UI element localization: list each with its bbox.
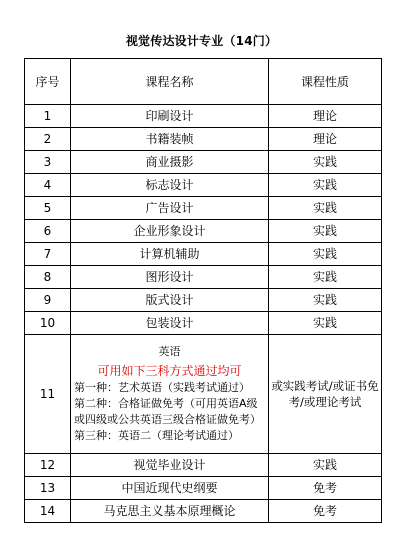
row-no: 14 [25,500,71,523]
table-row [25,197,382,220]
header-no: 序号 [25,59,71,105]
row-course-type: 实践 [269,174,382,197]
row-course-type: 免考 [269,500,382,523]
row-course-type: 理论 [269,105,382,128]
table-row [25,128,382,151]
row-course-type: 实践 [269,289,382,312]
header-course-type: 课程性质 [269,59,382,105]
row-course-type: 免考 [269,477,382,500]
row-course-name: 计算机辅助 [71,243,269,266]
table-row [25,243,382,266]
row-course-name: 标志设计 [71,174,269,197]
course-table [24,58,382,523]
row-no: 3 [25,151,71,174]
table-row [25,289,382,312]
row-course-type: 实践 [269,197,382,220]
table-row [25,220,382,243]
row-no: 13 [25,477,71,500]
row-course-type: 实践 [269,266,382,289]
row-course-name: 印刷设计 [71,105,269,128]
row-course-type: 理论 [269,128,382,151]
row-no: 12 [25,454,71,477]
english-course-cell [71,335,269,454]
table-row-english [25,335,382,454]
table-header-row [25,59,382,105]
table-row [25,174,382,197]
row-course-type: 实践 [269,312,382,335]
table-row [25,454,382,477]
row-course-name: 书籍装帧 [71,128,269,151]
row-course-name: 企业形象设计 [71,220,269,243]
row-no: 4 [25,174,71,197]
row-course-name: 视觉毕业设计 [71,454,269,477]
row-course-name: 中国近现代史纲要 [71,477,269,500]
row-no: 8 [25,266,71,289]
table-row [25,151,382,174]
row-no: 11 [25,335,71,454]
header-course-name: 课程名称 [71,59,269,105]
english-option-1: 第一种：艺术英语（实践考试通过） [74,381,250,394]
row-course-name: 图形设计 [71,266,269,289]
english-option-2: 第二种：合格证做免考（可用英语A级或四级或公共英语三级合格证做免考） [74,397,261,426]
row-course-name: 包装设计 [71,312,269,335]
row-no: 10 [25,312,71,335]
row-no: 5 [25,197,71,220]
row-course-type: 实践 [269,220,382,243]
row-course-type: 实践 [269,454,382,477]
row-course-type: 或实践考试/或证书免考/或理论考试 [269,335,382,454]
table-row [25,477,382,500]
table-row [25,500,382,523]
page-title: 视觉传达设计专业（14门） [125,34,278,48]
row-no: 7 [25,243,71,266]
english-option-3: 第三种：英语二（理论考试通过） [74,429,239,442]
row-course-name: 广告设计 [71,197,269,220]
row-course-name: 商业摄影 [71,151,269,174]
row-no: 1 [25,105,71,128]
table-row [25,266,382,289]
row-course-type: 实践 [269,151,382,174]
table-row [25,105,382,128]
english-pass-note: 可用如下三科方式通过均可 [97,364,242,378]
row-course-name: 版式设计 [71,289,269,312]
row-no: 9 [25,289,71,312]
row-course-type: 实践 [269,243,382,266]
row-no: 6 [25,220,71,243]
row-course-name: 马克思主义基本原理概论 [71,500,269,523]
row-no: 2 [25,128,71,151]
english-course-name: 英语 [158,345,181,358]
table-row [25,312,382,335]
